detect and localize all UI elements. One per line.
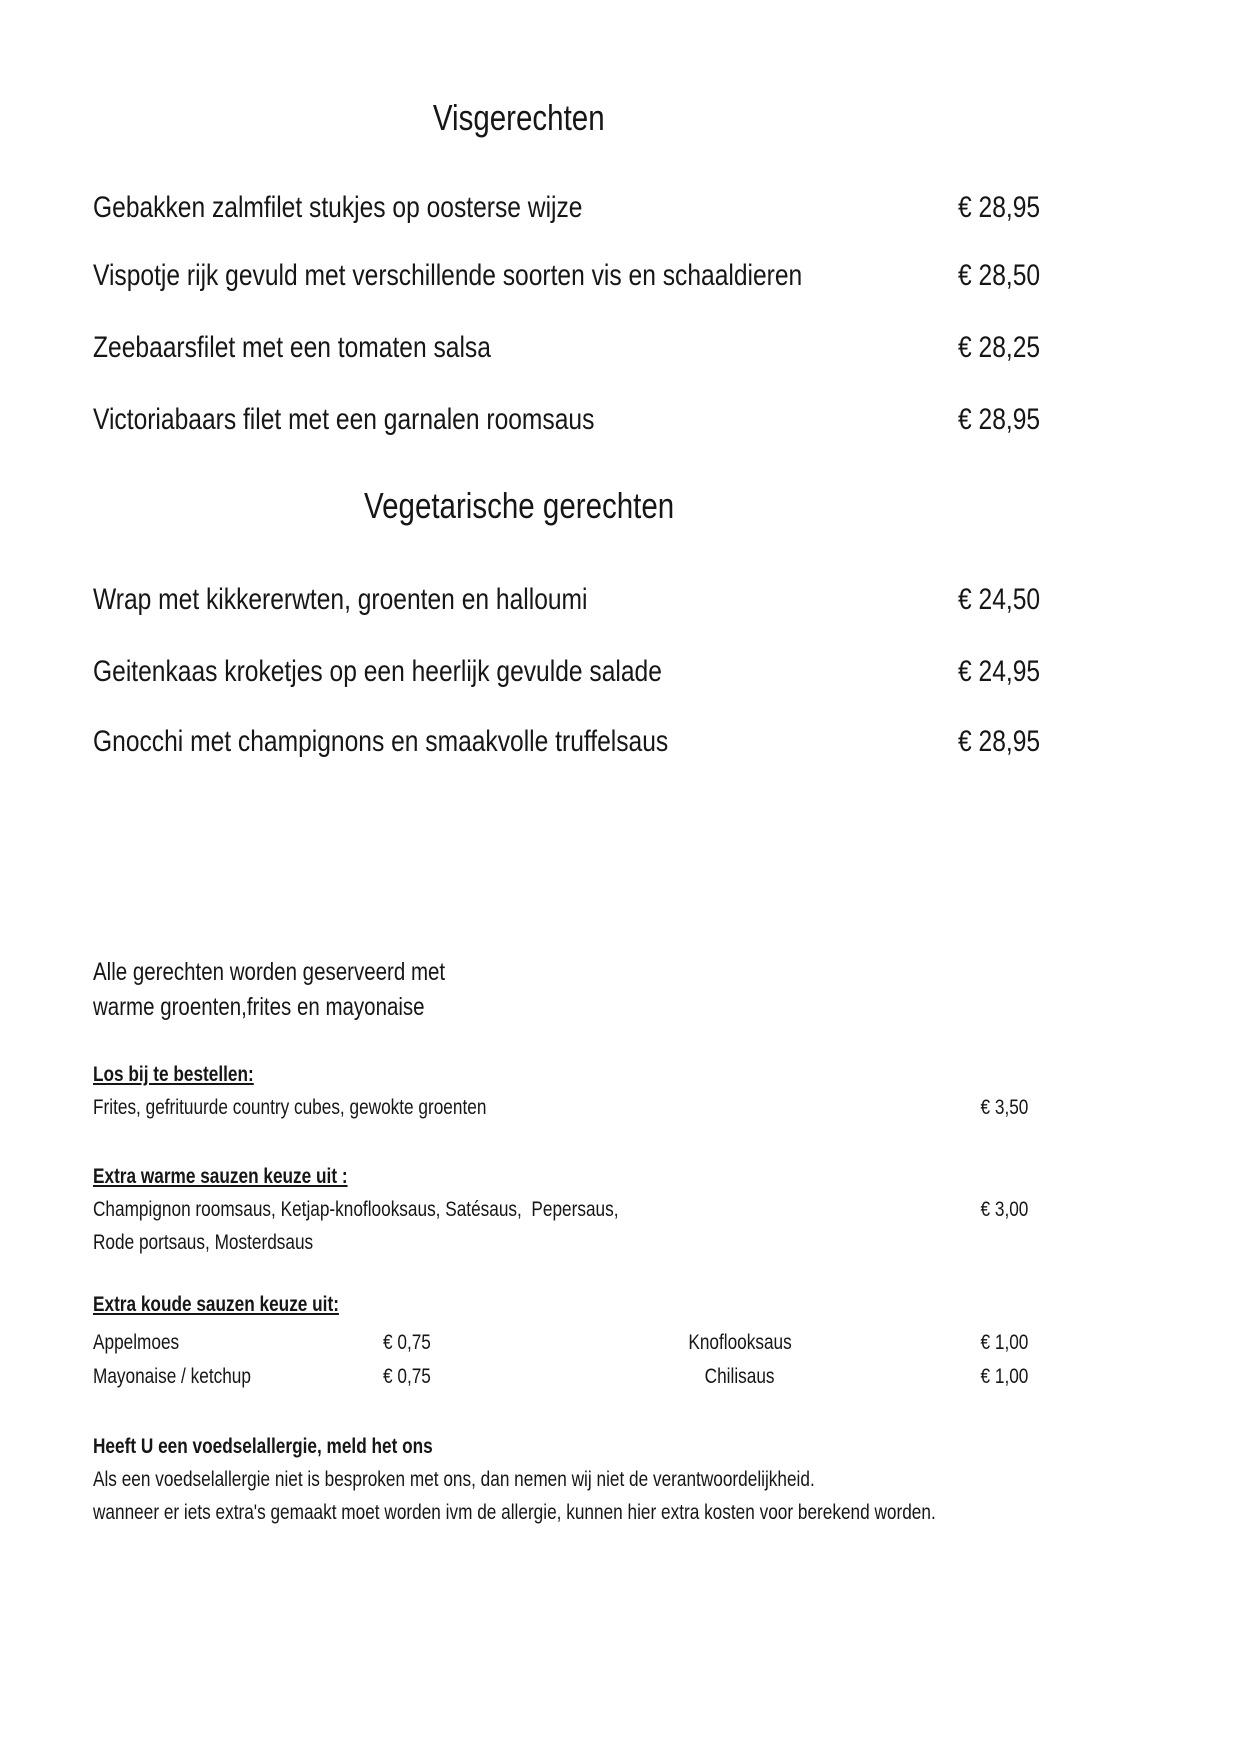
serving-note <box>93 955 522 1025</box>
veg-item-1 <box>93 582 1040 618</box>
cold-sauces-row-2 <box>93 1364 1028 1390</box>
fish-item-4 <box>93 402 1040 438</box>
cold-sauce-item: Chilisaus <box>705 1365 775 1388</box>
cold-sauce-item: Knoflooksaus <box>688 1331 792 1354</box>
cold-sauces-heading: Extra koude sauzen keuze uit: <box>93 1293 339 1316</box>
allergy-line-2: wanneer er iets extra's gemaakt moet worden ivm de allergie, kunnen hier extra kosten voor berekend worden. <box>93 1501 936 1524</box>
dish-price: € 28,95 <box>957 191 1040 224</box>
dish-name: Zeebaarsfilet met een tomaten salsa <box>93 331 491 364</box>
cold-sauce-price: € 0,75 <box>383 1365 431 1388</box>
veg-item-2 <box>93 654 1040 690</box>
fish-item-2 <box>93 258 1040 294</box>
dish-price: € 28,95 <box>957 403 1040 436</box>
dish-name: Victoriabaars filet met een garnalen roomsaus <box>93 403 595 436</box>
fish-item-3 <box>93 330 1040 366</box>
cold-sauce-price: € 1,00 <box>980 1365 1028 1388</box>
vegetarian-section-title-text: Vegetarische gerechten <box>363 485 675 526</box>
dish-price: € 24,95 <box>957 655 1040 688</box>
serving-note-line-2: warme groenten,frites en mayonaise <box>93 993 425 1021</box>
warm-sauces-line-1: Champignon roomsaus, Ketjap-knoflooksaus, Satésaus, Pepersaus, <box>93 1198 619 1221</box>
warm-sauces-row-1 <box>93 1197 1028 1223</box>
fish-section-title-text: Visgerechten <box>433 97 605 138</box>
allergy-line-1: Als een voedselallergie niet is besproken met ons, dan nemen wij niet de verantwoordelijkheid. <box>93 1468 815 1491</box>
sides-item-row <box>93 1095 1028 1121</box>
dish-price: € 28,25 <box>957 331 1040 364</box>
dish-price: € 24,50 <box>957 583 1040 616</box>
dish-price: € 28,50 <box>957 259 1040 292</box>
dish-price: € 28,95 <box>957 725 1040 758</box>
warm-sauces-row-2 <box>93 1230 1028 1256</box>
allergy-heading: Heeft U een voedselallergie, meld het ons <box>93 1435 433 1458</box>
dish-name: Vispotje rijk gevuld met verschillende soorten vis en schaaldieren <box>93 259 803 292</box>
dish-name: Gnocchi met champignons en smaakvolle truffelsaus <box>93 725 669 758</box>
serving-note-line-1: Alle gerechten worden geserveerd met <box>93 958 446 986</box>
cold-sauce-item: Appelmoes <box>93 1331 180 1354</box>
vegetarian-section-title <box>93 485 945 526</box>
warm-sauces-price: € 3,00 <box>980 1198 1028 1221</box>
cold-sauce-item: Mayonaise / ketchup <box>93 1365 251 1388</box>
warm-sauces-line-2: Rode portsaus, Mosterdsaus <box>93 1231 314 1254</box>
dish-name: Geitenkaas kroketjes op een heerlijk gevulde salade <box>93 655 662 688</box>
cold-sauce-price: € 1,00 <box>980 1331 1028 1354</box>
sides-heading: Los bij te bestellen: <box>93 1063 254 1086</box>
allergy-notice <box>93 1430 1153 1529</box>
fish-item-1 <box>93 190 1040 226</box>
fish-section-title <box>93 97 945 138</box>
dish-name: Gebakken zalmfilet stukjes op oosterse wijze <box>93 191 583 224</box>
cold-sauces-row-1 <box>93 1330 1028 1356</box>
sides-item: Frites, gefrituurde country cubes, gewokte groenten <box>93 1096 487 1119</box>
dish-name: Wrap met kikkererwten, groenten en halloumi <box>93 583 588 616</box>
cold-sauce-price: € 0,75 <box>383 1331 431 1354</box>
sides-price: € 3,50 <box>980 1096 1028 1119</box>
warm-sauces-heading: Extra warme sauzen keuze uit : <box>93 1165 348 1188</box>
veg-item-3 <box>93 724 1040 760</box>
